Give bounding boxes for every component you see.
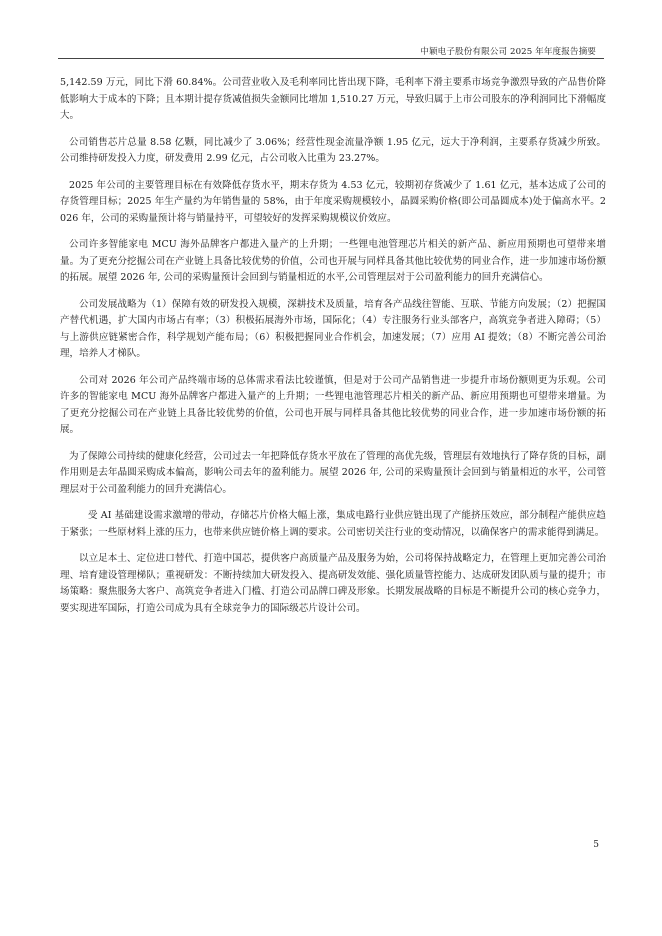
paragraph-development-strategy: 公司发展战略为（1）保障有效的研发投入规模，深耕技术及质量，培育各产品线往智能、互联、节能方向发展；（2）把握国产替代机遇，扩大国内市场占有率；（3）积极拓展海外市场，国际化；（4）专注服务行业头部客户，高筑竞争者进入障碍；（5）与上游供应链紧密合作，科学规划产能布局；（6）积极把握同业合作机会，加速发展；（7）应用 AI 提效；（8）不断完善公司治理，培养人才梯队。 — [60, 298, 606, 359]
paragraph-inventory-management: 2025 年公司的主要管理目标在有效降低存货水平，期末存货为 4.53 亿元，较期初存货减少了 1.61 亿元，基本达成了公司的存货管理目标；2025 年生产量约为年销售量的 58%，由于年度采购规模较小，晶圆采购价格(即公司晶圆成本)处于偏高水平。2026 年，公司的采购量预计将与销量持平，可望较好的发挥采购规模议价效应。 — [60, 179, 606, 224]
paragraph-profit-decline: 5,142.59 万元，同比下滑 60.84%。公司营业收入及毛利率同比皆出现下降，毛利率下滑主要系市场竞争激烈导致的产品售价降低影响大于成本的下降；且本期计提存货减值损失金额同比增加 1,510.27 万元，导致归属于上市公司股东的净利润同比下滑幅度大。 — [60, 77, 606, 121]
paragraph-healthy-operation: 为了保障公司持续的健康化经营，公司过去一年把降低存货水平放在了管理的高优先级，管理层有效地执行了降存货的目标，副作用则是去年晶圆采购成本偏高，影响公司去年的盈利能力。展望 2026 年, 公司的采购量预计会回到与销量相近的水平，公司管理层对于公司盈利能力的回升充满信心。 — [60, 450, 606, 495]
header-divider — [58, 58, 604, 59]
body-content — [60, 75, 606, 627]
paragraph-market-outlook: 公司对 2026 年公司产品终端市场的总体需求看法比较谨慎，但是对于公司产品销售进一步提升市场份额则更为乐观。公司许多的智能家电 MCU 海外品牌客户都进入量产的上升期；一些锂电池管理芯片相关的新产品、新应用预期也可望带来增量。为了更充分挖掘公司在产业链上具备比较优势的价值，公司也开展与同样具备其他比较优势的同业合作，进一步加速市场份额的拓展。 — [60, 374, 606, 435]
paragraph-chip-sales: 公司销售芯片总量 8.58 亿颗，同比减少了 3.06%；经营性现金流量净额 1.95 亿元，远大于净利润，主要系存货减少所致。公司维持研发投入力度，研发费用 2.99 亿元，占公司收入比重为 23.27%。 — [60, 136, 606, 164]
report-header: 中颖电子股份有限公司 2025 年年度报告摘要 — [420, 47, 596, 57]
paragraph-long-term-strategy: 以立足本土、定位进口替代、打造中国芯，提供客户高质量产品及服务为始，公司将保持战略定力，在管理上更加完善公司治理、培育建设管理梯队；重视研发：不断持续加大研发投入、提高研发效能、强化质量管控能力、达成研发团队质与量的提升；市场策略：聚焦服务大客户、高筑竞争者进入门槛、打造公司品牌口碑及形象。长期发展战略的目标是不断提升公司的核心竞争力，要实现进军国际，打造公司成为具有全球竞争力的国际级芯片设计公司。 — [60, 553, 606, 614]
page-number: 5 — [593, 840, 599, 850]
paragraph-customer-growth: 公司许多智能家电 MCU 海外品牌客户都进入量产的上升期；一些锂电池管理芯片相关的新产品、新应用预期也可望带来增量。为了更充分挖掘公司在产业链上具备比较优势的价值，公司也开展与同样具备其他比较优势的同业合作，进一步加速市场份额的拓展。展望 2026 年, 公司的采购量预计会回到与销量相近的水平,公司管理层对于公司盈利能力的回升充满信心。 — [60, 239, 606, 283]
paragraph-ai-supply-chain: 受 AI 基础建设需求激增的带动，存储芯片价格大幅上涨，集成电路行业供应链出现了产能挤压效应，部分制程产能供应趋于紧张；一些原材料上涨的压力，也带来供应链价格上调的要求。公司密切关注行业的变动情况，以确保客户的需求能得到满足。 — [60, 510, 606, 538]
